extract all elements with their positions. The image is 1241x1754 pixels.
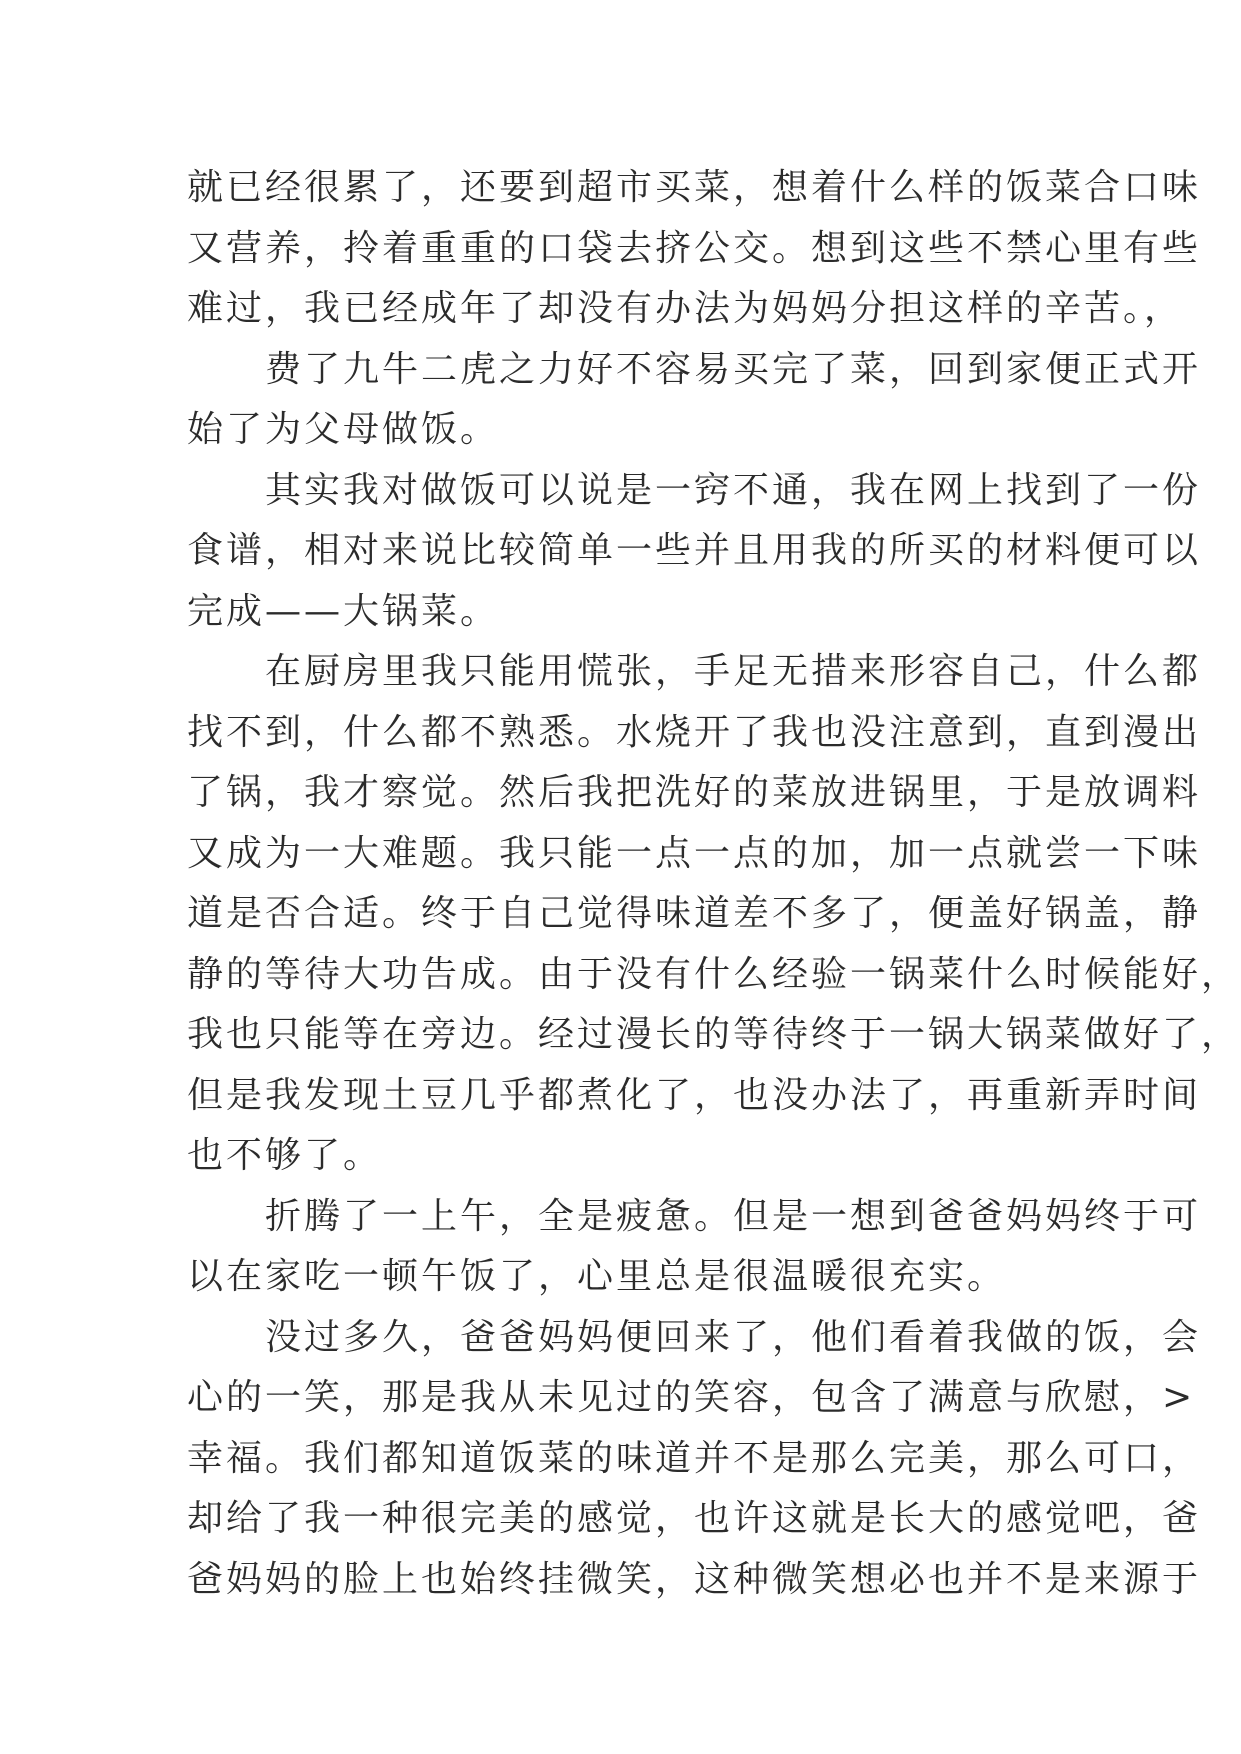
text-line: 在厨房里我只能用慌张，手足无措来形容自己，什么都 <box>187 651 1202 692</box>
text-line: 完成——大锅菜。 <box>187 590 500 632</box>
text-line: 费了九牛二虎之力好不容易买完了菜，回到家便正式开 <box>187 348 1202 390</box>
text-line: 幸福。我们都知道饭菜的味道并不是那么完美，那么可口， <box>187 1437 1202 1479</box>
text-line: 又成为一大难题。我只能一点一点的加，加一点就尝一下味 <box>187 832 1202 874</box>
text-line: 但是我发现土豆几乎都煮化了，也没办法了，再重新弄时间 <box>187 1074 1202 1116</box>
text-line: 却给了我一种很完美的感觉，也许这就是长大的感觉吧，爸 <box>187 1498 1202 1539</box>
text-line: 心的一笑，那是我从未见过的笑容，包含了满意与欣慰，> <box>187 1377 1196 1418</box>
text-line: 了锅，我才察觉。然后我把洗好的菜放进锅里，于是放调料 <box>187 772 1202 813</box>
text-line: 始了为父母做饭。 <box>187 409 500 450</box>
text-line: 折腾了一上午，全是疲惫。但是一想到爸爸妈妈终于可 <box>187 1195 1202 1237</box>
text-line: 没过多久，爸爸妈妈便回来了，他们看着我做的饭，会 <box>187 1316 1202 1358</box>
text-line: 难过，我已经成年了却没有办法为妈妈分担这样的辛苦。， <box>187 288 1184 329</box>
text-line: 食谱，相对来说比较简单一些并且用我的所买的材料便可以 <box>187 530 1202 571</box>
text-line: 道是否合适。终于自己觉得味道差不多了，便盖好锅盖，静 <box>187 893 1202 934</box>
text-line: 就已经很累了，还要到超市买菜，想着什么样的饭菜合口味 <box>187 167 1202 208</box>
text-line: 静的等待大功告成。由于没有什么经验一锅菜什么时候能好， <box>187 953 1241 995</box>
body-text <box>187 158 1241 1610</box>
text-line: 爸妈妈的脸上也始终挂微笑，这种微笑想必也并不是来源于 <box>187 1558 1202 1600</box>
text-line: 以在家吃一顿午饭了，心里总是很温暖很充实。 <box>187 1256 1007 1297</box>
text-line: 找不到，什么都不熟悉。水烧开了我也没注意到，直到漫出 <box>187 711 1202 753</box>
text-line: 其实我对做饭可以说是一窍不通，我在网上找到了一份 <box>187 469 1202 511</box>
text-line: 又营养，拎着重重的口袋去挤公交。想到这些不禁心里有些 <box>187 227 1202 269</box>
text-line: 也不够了。 <box>187 1135 383 1176</box>
text-line: 我也只能等在旁边。经过漫长的等待终于一锅大锅菜做好了， <box>187 1014 1241 1055</box>
